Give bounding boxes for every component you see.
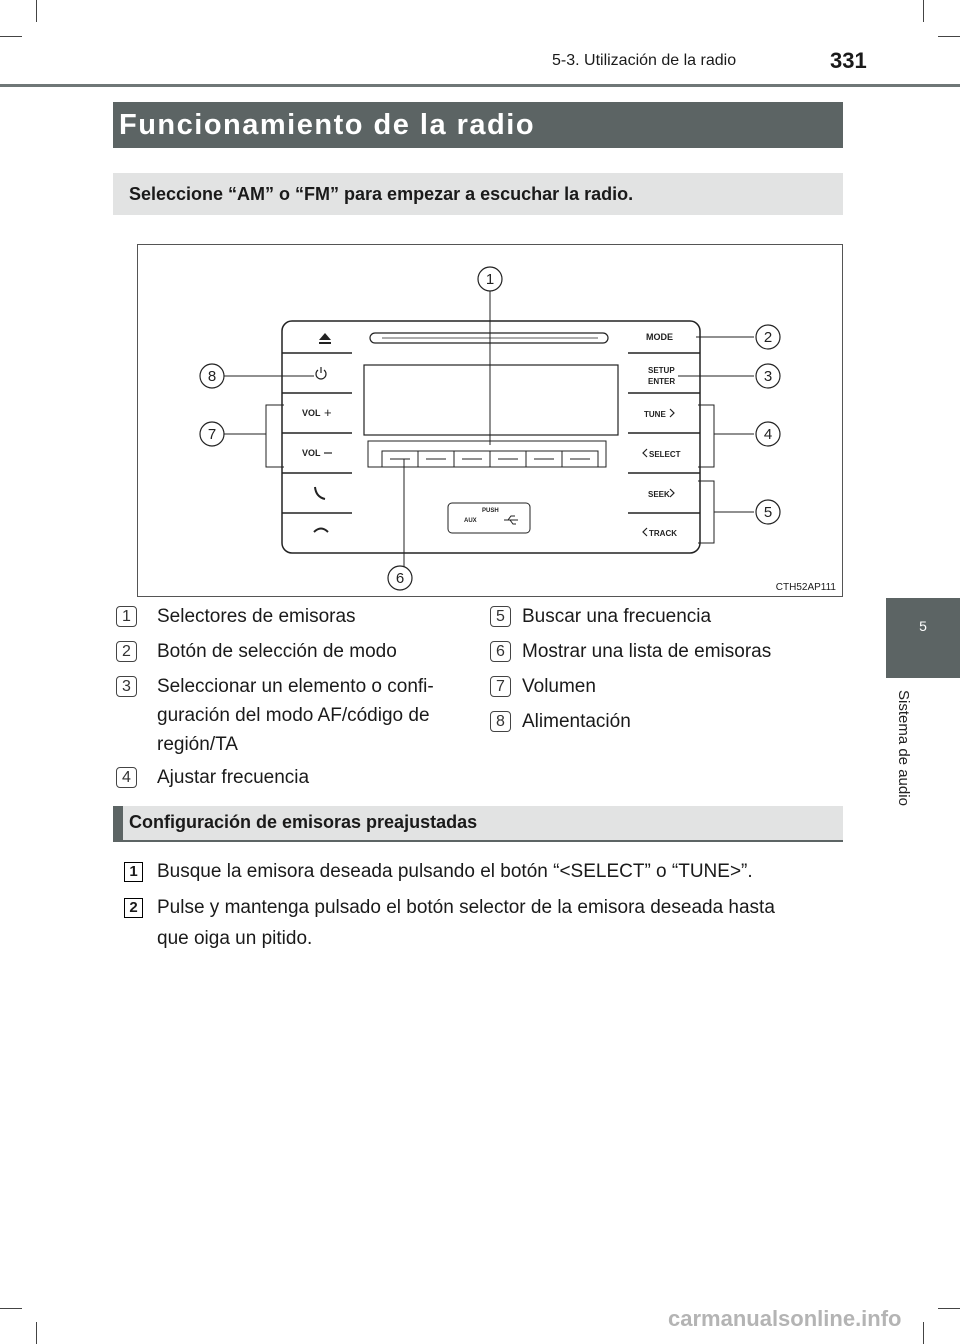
callout-4: 4 [763,426,773,443]
step-number: 2 [124,898,143,918]
select-label: SELECT [649,450,681,459]
tune-label: TUNE [644,410,666,419]
plus-icon: + [324,405,332,420]
crop-mark [0,1308,22,1309]
chevron-left-icon [643,528,647,536]
legend-line: Seleccionar un elemento o confi- [157,676,434,697]
page-number: 331 [830,48,867,73]
legend-number: 1 [116,606,137,627]
legend-number: 7 [490,676,511,697]
callout-5: 5 [763,504,773,521]
phone-icon [315,487,325,499]
vol-plus-label: VOL [302,408,321,418]
legend-number: 8 [490,711,511,732]
callout-1: 1 [485,271,495,288]
setup-label: SETUP [648,366,675,375]
header-rule [0,84,960,87]
push-label: PUSH [482,508,499,514]
crop-mark [923,1322,924,1344]
chevron-right-icon [670,409,674,417]
callout-2: 2 [763,329,773,346]
step-text: Busque la emisora deseada pulsando el botón “<SELECT” o “TUNE>”. [157,861,753,882]
enter-label: ENTER [648,377,676,386]
chapter-tab [886,598,960,678]
crop-mark [923,0,924,22]
legend-item: Ajustar frecuencia [157,767,310,788]
intro-box: Seleccione “AM” o “FM” para empezar a escuchar la radio. [113,173,843,215]
seek-label: SEEK [648,490,670,499]
legend-item: Mostrar una lista de emisoras [522,641,772,662]
callout-7: 7 [207,426,217,443]
chapter-title: Sistema de audio [895,690,912,806]
radio-diagram [137,244,843,597]
crop-mark [36,0,37,22]
callout-8: 8 [207,368,217,385]
eject-icon [319,333,331,344]
step-line: Pulse y mantenga pulsado el botón selector de la emisora deseada hasta [157,897,775,918]
usb-icon [504,516,518,524]
section-rule [113,840,843,842]
step-text [157,892,843,954]
mode-label: MODE [646,332,673,342]
legend-number: 4 [116,767,137,788]
step-number: 1 [124,862,143,882]
header-section: 5-3. Utilización de la radio [552,52,737,69]
hang-up-icon [314,529,328,533]
step-line: que oiga un pitido. [157,928,313,949]
chevron-left-icon [643,449,647,457]
track-label: TRACK [649,529,677,538]
callout-3: 3 [763,368,773,385]
figure-code: CTH52AP111 [775,582,836,593]
legend-number: 5 [490,606,511,627]
watermark: carmanualsonline.info [668,1306,902,1331]
legend-line: región/TA [157,734,238,755]
crop-mark [938,36,960,37]
chevron-right-icon [670,489,674,497]
callout-6: 6 [395,570,405,587]
legend-item: Alimentación [522,711,631,732]
power-icon [316,367,326,379]
radio-illustration [138,245,842,596]
crop-mark [36,1322,37,1344]
legend-item: Selectores de emisoras [157,606,356,627]
chapter-number: 5 [919,618,927,634]
legend-item: Volumen [522,676,596,697]
legend-number: 2 [116,641,137,662]
crop-mark [0,36,22,37]
page-title: Funcionamiento de la radio [113,102,843,148]
legend-number: 6 [490,641,511,662]
legend-item: Botón de selección de modo [157,641,397,662]
legend-line: guración del modo AF/código de [157,705,430,726]
legend-item: Buscar una frecuencia [522,606,712,627]
section-heading: Configuración de emisoras preajustadas [113,806,843,840]
vol-minus-label: VOL [302,448,321,458]
legend-item [157,672,465,759]
legend-number: 3 [116,676,137,697]
crop-mark [938,1308,960,1309]
aux-label: AUX [464,518,477,524]
